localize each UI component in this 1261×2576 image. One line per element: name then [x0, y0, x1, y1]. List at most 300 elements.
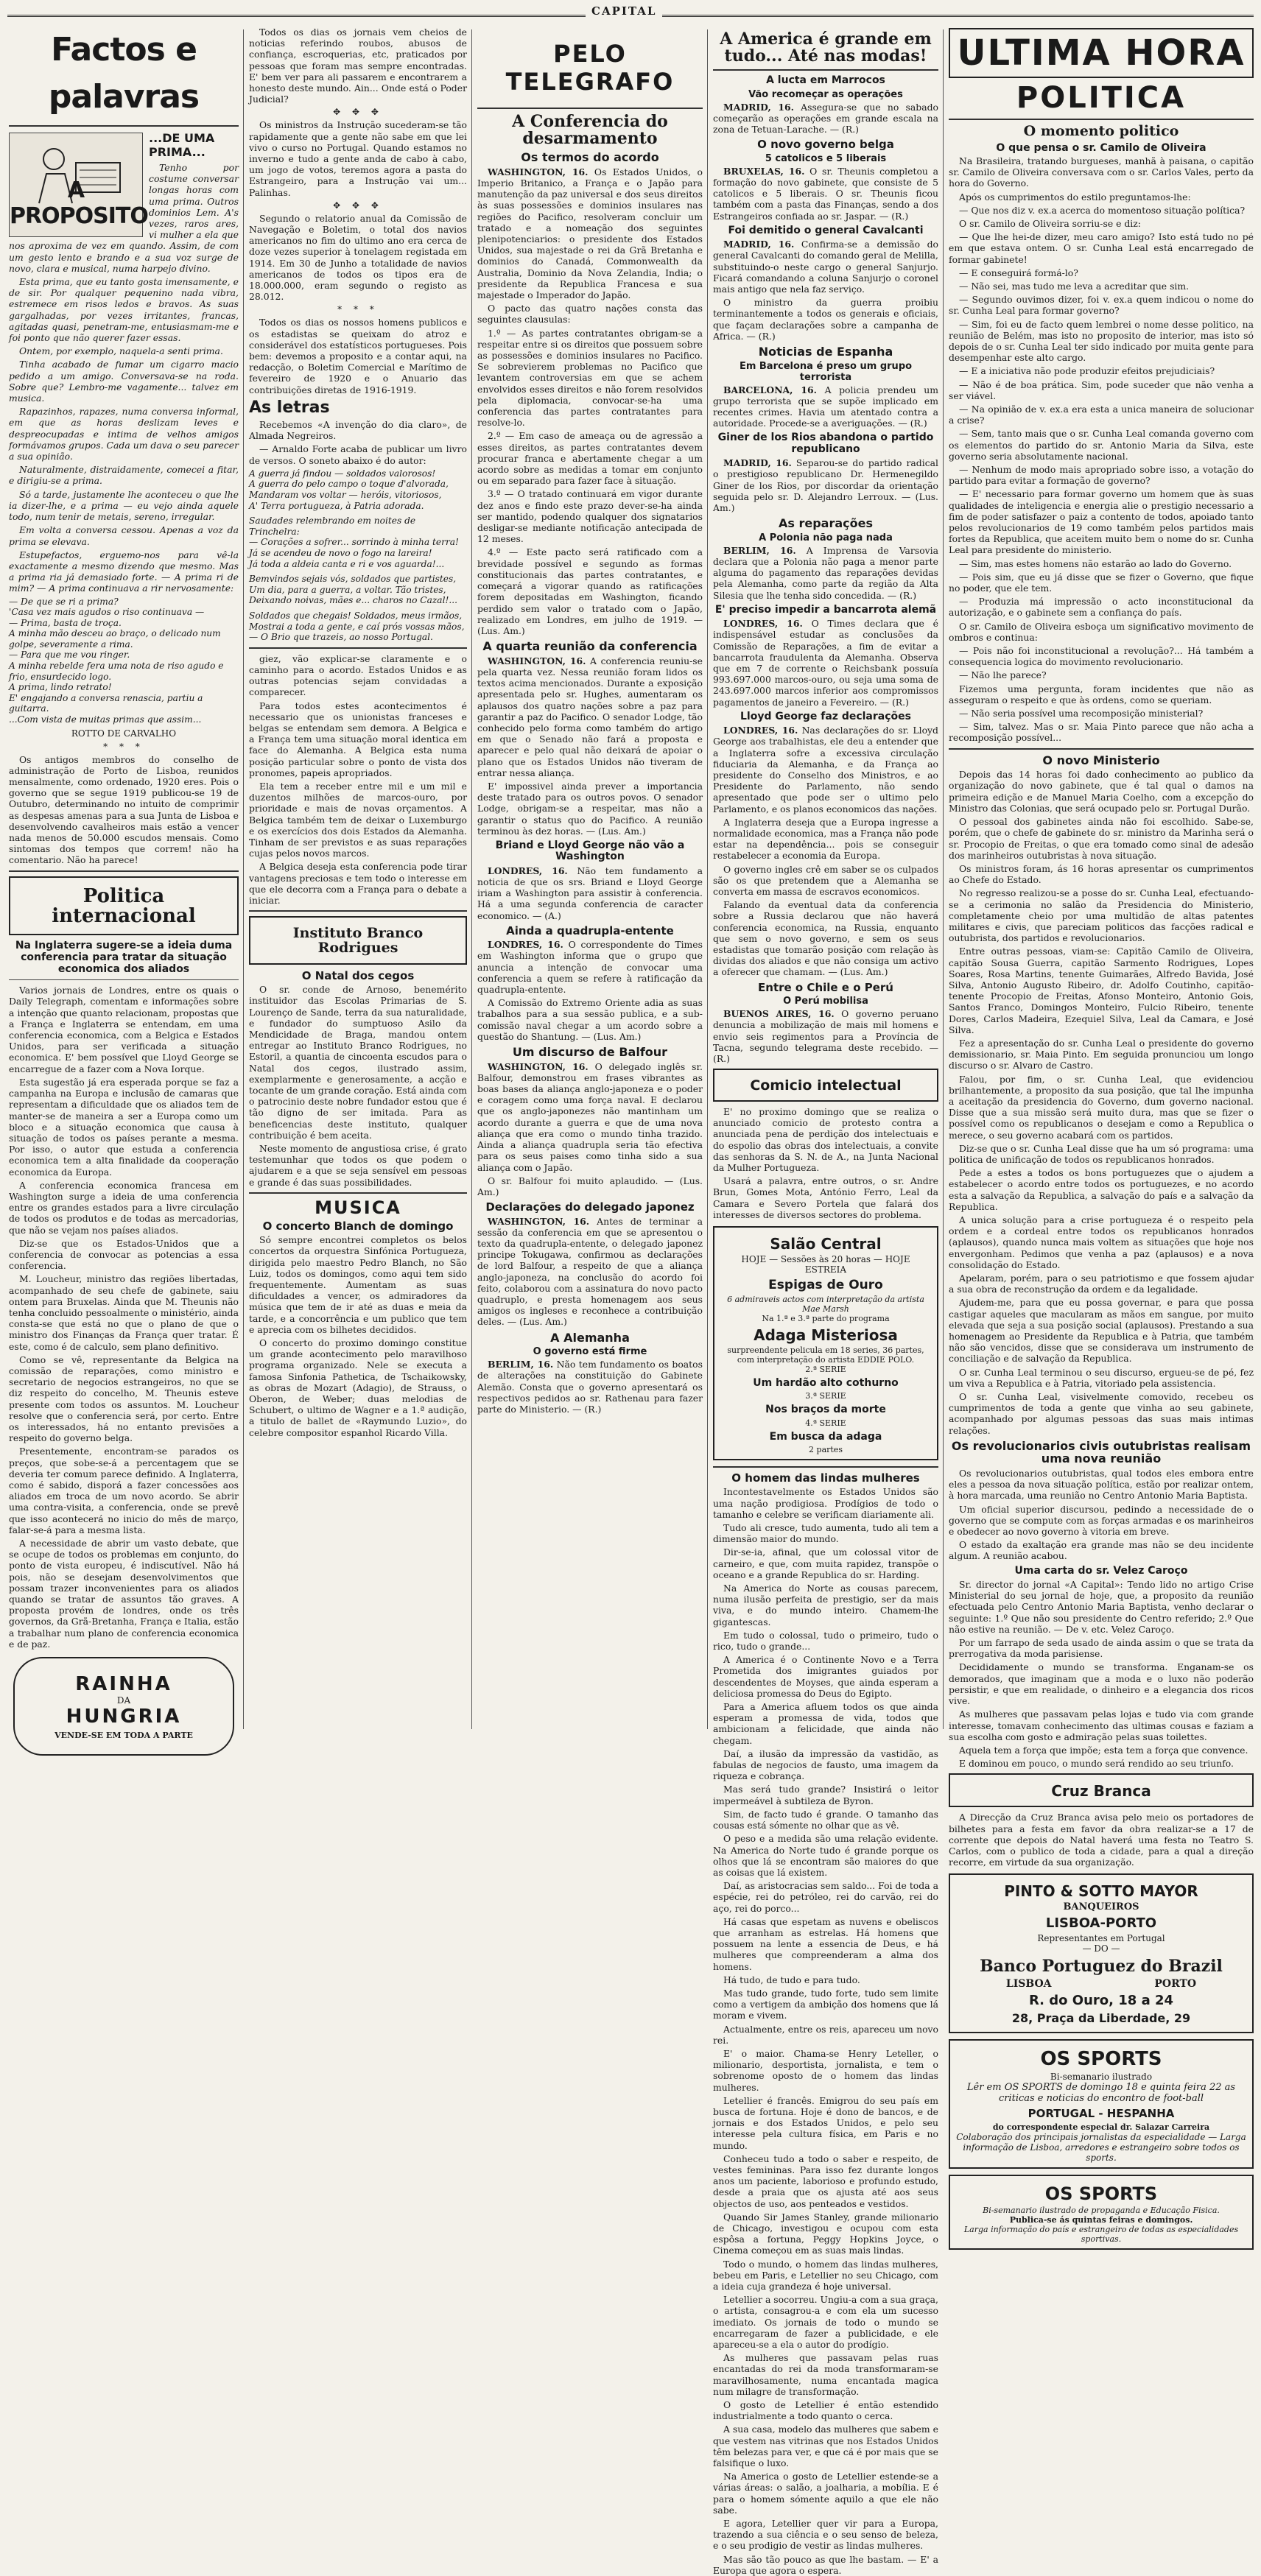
- espanha-subtitle: Em Barcelona é preso um grupo terrorista: [739, 360, 913, 383]
- pinto-cities: LISBOA-PORTO: [1045, 1915, 1157, 1932]
- article-paragraph: Os ministros foram, ás 16 horas apresentar os cumprimentos ao Chefe do Estado.: [949, 862, 1254, 886]
- sports2-info: Larga informação do país e estrangeiro de todas as especialidades sportivas.: [963, 2225, 1239, 2245]
- instituto-subtitle: O Natal dos cegos: [301, 969, 415, 983]
- verse-line: A guerra já findou — soldados valorosos!: [249, 468, 436, 479]
- article-paragraph: Ajudem-me, para que eu possa governar, e para que possa castigar aqueles que macularam as mãos em sangue, por muito elevada que seja a sua posição social (aplausos). Prestando a sua homenagem ao Presidente da Republica e à Patria, que também não são vencidos, disse que se considerava um instrumento de conciliação e de salvação da Republica.: [949, 1297, 1254, 1365]
- article-paragraph: O peso e a medida são uma relação evidente. Na America do Norte tudo é grande porque os olhos que lá se encontram são maiores do que as coisas que lá existem.: [713, 1833, 938, 1878]
- article-text: O governo peruano denuncia a mobilização de mais mil homens e envio seis regimentos para a Província de Tacna, segundo telegrama deste recebido. — (R.): [713, 1008, 938, 1064]
- article-paragraph: [713, 102, 938, 136]
- column-3: [477, 27, 703, 1728]
- article-paragraph: O pacto das quatro nações consta das seguintes clausulas:: [477, 303, 703, 325]
- rainha-caption: VENDE-SE EM TODA A PARTE: [55, 1730, 193, 1740]
- article-text: A conferencia reuniu-se pela quarta vez. Nessa reunião foram lidos os textos acima mencionados. Durante a exposição apresentada pelo sr. Hughes, aumentaram os aplausos dos quatro nações sobre a paz para garantir a paz do Pacifico. O senador Lodge, tão conhecido pelo forma como também do artigo em que o Senado não fará a proposta e aparecer e pelo qual não deixará de apoiar o plano que os Estados Unidos não tiveram de entrar nessa aliança.: [477, 655, 703, 778]
- sports-collab: Colaboração dos principais jornalistas da especialidade — Larga informação de Lisboa, arredores e estrangeiro sobre todos os sports.: [956, 2131, 1246, 2163]
- musica-heading: MUSICA: [315, 1197, 401, 1218]
- dialogue-line: A prima, lindo retrato!: [9, 682, 112, 693]
- article-paragraph: Mas são tão pouco as que lhe bastam. — E' a Europa que agora o espera.: [713, 2553, 938, 2576]
- article-paragraph: O sr. Cunha Leal, visivelmente comovido, recebeu os cumprimentos de toda a gente que vinha ao seu gabinete, acompanhado por algumas pessoas das suas mais intimas relações.: [949, 1391, 1254, 1436]
- column-divider: [707, 29, 708, 1729]
- article-paragraph: O sr. conde de Arnoso, benemérito instituidor das Escolas Primarias de S. Lourenço de Sande, terra da sua naturalidade, e fundador do sumptuoso Asilo da Mendicidade de Braga, mandou ontem entregar ao Instituto Branco Rodrigues, no Estoril, a quantia de cincoenta escudos para o Natal dos cegos, ilustrado assim, exemplarmente e generosamente, a acção e tocante de um grande coração. Está ainda com o patrocinio deste nobre fundador estou que é tão digno de ser imitada. Para as beneficencias deste instituto, qualquer contribuição é bem aceita.: [249, 984, 467, 1141]
- interview-line: — Segundo ouvimos dizer, foi v. ex.a quem indicou o nome do sr. Cunha Leal para formar governo?: [949, 294, 1254, 317]
- article-paragraph: A Inglaterra deseja que a Europa ingresse a normalidade economica, mas a França não pode estar na dependência... pois se conseguir restabelecer a economia da Europa.: [713, 816, 938, 862]
- article-paragraph: E' o maior. Chama-se Henry Leteller, o milionario, desportista, jornalista, e tem o sobrenome oposto de o homem das lindas mulheres.: [713, 2047, 938, 2093]
- article-paragraph: Tudo ali cresce, tudo aumenta, tudo ali tem a dimensão maior do mundo.: [713, 1522, 938, 1545]
- quarta-title: A quarta reunião da conferencia: [482, 639, 698, 654]
- article-paragraph: Na Brasileira, tratando burgueses, manhã à paisana, o capitão sr. Camilo de Oliveira conversava com o sr. Carlos Vales, perto da hora do Governo.: [949, 155, 1254, 189]
- divider: [477, 108, 703, 109]
- article-paragraph: Por um farrapo de seda usado de ainda assim o que se trata da prerrogativa da moda parisiense.: [949, 1637, 1254, 1660]
- de-uma-prima-heading: ...DE UMA PRIMA...: [149, 131, 215, 159]
- dateline: LONDRES, 16.: [488, 865, 568, 876]
- interview-line: O sr. Camilo de Oliveira sorriu-se e diz:: [959, 217, 1141, 229]
- declaracoes-title: Declarações do delegado japonez: [485, 1200, 695, 1214]
- dateline: WASHINGTON, 16.: [488, 1060, 589, 1072]
- belga-subtitle: 5 catolicos e 5 liberais: [765, 152, 887, 164]
- dateline: LONDRES, 16.: [488, 939, 563, 951]
- as-letras-heading: As letras: [249, 398, 330, 417]
- dialogue-line: E' engajando a conversa renascia, partiu a guitarra.: [9, 692, 203, 714]
- sports-body: Lêr em OS SPORTS de domingo 18 e quinta feira 22 as criticas e noticias do encontro de foot-ball: [966, 2082, 1236, 2105]
- article-paragraph: O sr. Cunha Leal terminou o seu discurso, ergueu-se de pé, fez um viva a Republica e à Patria, vitoriado pela assistencia.: [949, 1366, 1254, 1389]
- interview-line: — Produzia má impressão o acto inconstitucional da autorização, e o gabinete sem a confiança do país.: [949, 596, 1254, 619]
- chile-title: Entre o Chile e o Perú: [758, 980, 893, 994]
- article-paragraph: E' impossivel ainda prever a importancia deste tratado para os outros povos. O senador Lodge, obrigam-se a respeitar, mas não a garantir o status quo do Pacifico. A reunião terminou às dez horas. — (Lus. Am.): [477, 780, 703, 837]
- section-separator: ✥ ✥ ✥: [333, 107, 383, 118]
- article-paragraph: [713, 239, 938, 295]
- article-paragraph: As mulheres que passavam pelas ruas encantadas do rei da moda transformaram-se maravilhosamente, numa encantada magica num milagre de transformação.: [713, 2352, 938, 2397]
- article-paragraph: Decididamente o mundo se transforma. Enganam-se os demorados, que imaginam que a moda e o luxo não poderão persistir, e que em realidade, o dinheiro e a elegancia dos ricos vive.: [949, 1661, 1254, 1707]
- interview-line: — Que lhe hei-de dizer, meu caro amigo? Isto está tudo no pé em que estava ontem. O sr. Cunha Leal está encarregado de formar gabinete!: [949, 231, 1254, 265]
- pinto-branch-cities: [955, 1978, 1248, 1990]
- divider: [9, 870, 239, 872]
- article-text: Não tem fundamento os boatos de alterações na constituição do Gabinete Alemão. Consta que o governo apresentará os respectivos pedidos ao sr. Rathenau para fazer parte do Ministerio. — (R.): [477, 1359, 703, 1415]
- pinto-sotto-mayor-advertisement: [949, 1873, 1254, 2033]
- series-title: Nos braços da morte: [765, 1404, 886, 1416]
- article-paragraph: Sr. director do jornal «A Capital»: Tendo lido no artigo Crise Ministerial do seu jornal de hoje, que, a proposito da reunião efectuada pelo Centro Antonio Maria Baptista, venho declarar o seguinte: 1.º Que não sou presidente do Centro referido; 2.º Que não estive na reunião. — De v. etc. Velez Caroço.: [949, 1579, 1254, 1635]
- article-paragraph: A Belgica deseja esta conferencia pode tirar vantagens preciosas e tem todo o interesse em que ele decorra com a França para o debate a iniciar.: [249, 861, 467, 907]
- rainha-top: RAINHA: [75, 1672, 172, 1695]
- verse-line: Mostrai a toda a gente, e caí prós vossas mãos,: [249, 621, 465, 632]
- article-paragraph: Tinha acabado de fumar um cigarro macio pedido a um amigo. Conversava-se na roda. Sobre que? Lembro-me vagamente... talvez em musica.: [9, 359, 239, 404]
- verse-line: — Corações a sofrer... sorrindo à minha terra!: [249, 537, 459, 548]
- article-paragraph: — Arnaldo Forte acaba de publicar um livro de versos. O soneto abaixo é do autor:: [249, 443, 467, 466]
- pinto-do: — DO —: [1082, 1943, 1120, 1954]
- article-text: Nas declarações do sr. Lloyd George aos trabalhistas, ele deu a entender que a Inglaterra sofre a excessiva circulação fiduciaria da Alemanha, e da França ao presidente do Conselho dos Ministros, e ao Presidente do Parlamento, não sendo apresentado que pode ser o ultimo pelo Parlamento, e os planos economicos das nações.: [713, 725, 938, 814]
- article-text: O correspondente do Times em Washington informa que o grupo que anuncia a intenção de convocar uma conferencia a quem se refere à ratificação da quadrupla-entente.: [477, 939, 703, 996]
- sonnet: [249, 468, 467, 643]
- article-paragraph: [713, 166, 938, 222]
- article-paragraph: Só a tarde, justamente lhe aconteceu o que lhe ia dizer-lhe, e a prima — eu vejo ainda aquele todo, num tenir de metais, sereno, irregular.: [9, 488, 239, 523]
- pinto-rep: Representantes em Portugal: [1037, 1933, 1165, 1944]
- article-paragraph: [477, 1216, 703, 1328]
- article-paragraph: O estado da exaltação era grande mas não se deu incidente algum. A reunião acabou.: [949, 1539, 1254, 1562]
- sports2-pub: Publica-se ás quintas feiras e domingos.: [1009, 2215, 1193, 2225]
- article-paragraph: M. Loucheur, ministro das regiões libertadas, acompanhado de seu chefe de gabinete, saiu ontem para Bruxelas. Ainda que M. Theunis não tenha concluido pessoalmente o ministério, ainda consta-se que está no que o plano de que o ministro dos Finanças da França quer tratar. É este, como é de calculo, sem plano definitivo.: [9, 1273, 239, 1352]
- verse-line: A guerra do pelo campo o toque d'alvorada,: [249, 479, 449, 490]
- article-paragraph: Usará a palavra, entre outros, o sr. Andre Brun, Gomes Mota, António Ferro, Leal da Camara e Severo Portela que falará dos interesses de diversos sectores do problema.: [713, 1175, 938, 1220]
- article-paragraph: Após os cumprimentos do estilo preguntamos-lhe:: [959, 191, 1191, 203]
- divider: [249, 910, 467, 912]
- divider: [713, 69, 938, 71]
- article-paragraph: O concerto do proximo domingo constitue um grande acontecimento pelo maravilhoso programa organizado. Nele se executa a famosa Sinfonia Pathetica, de Tschaikowsky, as obras de Mozart (Adagio), de Strauss, o Oberon, de Weber; duas melodias de Schubert, o ultimo de Wagner e a 1.ª audição, a titulo de ballet de «Raymundo Luzio», do celebre compositor espanhol Ricardo Villa.: [249, 1337, 467, 1438]
- article-paragraph: [477, 939, 703, 995]
- espanha-title: Noticias de Espanha: [758, 344, 893, 359]
- article-paragraph: Diz-se que os Estados-Unidos que a conferencia de convocar as potencias a essa conferencia.: [9, 1237, 239, 1272]
- revolucionarios-title: Os revolucionarios civis outubristas realisam uma nova reunião: [951, 1438, 1251, 1466]
- article-paragraph: Mas será tudo grande? Insistirá o leitor impermeável à subtileza de Byron.: [713, 1784, 938, 1806]
- carta-title: Uma carta do sr. Velez Caroço: [1014, 1564, 1188, 1577]
- article-paragraph: A necessidade de abrir um vasto debate, que se ocupe de todos os problemas em conjunto, do ponto de vista europeu, é indiscutível. Não há pois, não se desejam desenvolvimentos que possam trazer inconvenientes para os aliados quando se tratar de assuntos tão graves. A proposta provém de londres, onde os três governos, da Grã-Bretanha, França e Italia, estão a trabalhar num plano de conferencia economica e de paz.: [9, 1538, 239, 1650]
- os-sports-second-advertisement: [949, 2175, 1254, 2250]
- sports-corr: do correspondente especial dr. Salazar Carreira: [992, 2122, 1210, 2132]
- article-paragraph: No regresso realizou-se a posse do sr. Cunha Leal, efectuando-se a cerimonia no salão da Presidencia do Ministerio, completamente cheio por uma multidão de altas patentes militares e civis, que pareciam politicos das facções radical e outubrista, dos partidos e revolucionarios.: [949, 887, 1254, 944]
- article-paragraph: Ontem, por exemplo, naquela-a senti prima.: [19, 345, 223, 357]
- article-paragraph: Esta prima, que eu tanto gosta imensamente, e de sir. Por qualquer pequenino nada vibra, estremece em risos ledos e bravos. As suas gargalhadas, por vezes irritantes, francas, agitadas quasi, penetram-me, entusiasmam-me e foi ponto que não querer fazer essas.: [9, 276, 239, 344]
- pinto-porto: PORTO: [1154, 1978, 1197, 1991]
- article-paragraph: Conheceu tudo a todo o saber e respeito, de vestes femininas. Para isso fez durante longos anos um paciente, laborioso e profundo estudo, desde a praia que os ajusta até aos seus objectos de uso, aos penteados e vestidos.: [713, 2153, 938, 2209]
- adaga-title: Adaga Misteriosa: [754, 1326, 898, 1344]
- article-paragraph: O gosto de Letellier é então estendido industrialmente a todo quanto o cerca.: [713, 2399, 938, 2422]
- section-separator: * * *: [337, 304, 379, 315]
- article-paragraph: Falou, por fim, o sr. Cunha Leal, que evidenciou brilhantemente, a proposito da sua posição, que tal lhe impunha a aceitação da presidencia do Governo, dum governo nacional. Disse que a sua missão será muito dura, mas que se fizer o possível como os republicanos o desejam e como a Republica o merece, o seu governo acabará com os partidos.: [949, 1073, 1254, 1141]
- article-paragraph: O sr. Balfour foi muito aplaudido. — (Lus. Am.): [477, 1175, 703, 1197]
- article-paragraph: Aquela tem a força que impõe; esta tem a força que convence.: [959, 1744, 1248, 1756]
- article-paragraph: Letellier a socorreu. Ungiu-a com a sua graça, o artista, consagrou-a e com ela um sucesso imediato. Os jornais de todo o mundo se encarregaram de fazer a publicidade, e ele apareceu-se a ela o autor do prodígio.: [713, 2294, 938, 2351]
- article-paragraph: Fez a apresentação do sr. Cunha Leal o presidente do governo demissionario, sr. Maia Pinto. Em seguida pronunciou um longo discurso o sr. Alvaro de Castro.: [949, 1037, 1254, 1071]
- article-paragraph: E dominou em pouco, o mundo será rendido ao seu triunfo.: [959, 1758, 1234, 1770]
- article-paragraph: Há casas que espetam as nuvens e obeliscos que arranham as estrelas. Há homens que possuem na lente a essencia de Deus, e há mulheres que compreenderam a alma dos homens.: [713, 1915, 938, 1972]
- verse-line: Já toda a aldeia canta e ri e vos aguarda!...: [249, 558, 445, 569]
- article-paragraph: Falando da eventual data da conferencia sobre a Russia declarou que não haverá conferencia economica, na Russia, enquanto que sem o novo governo, e sem os seus estadistas que tomarão posição com relação às dividas dos aliados e que não consiga um activo a oferecer que chamam. — (Lus. Am.): [713, 899, 938, 978]
- article-paragraph: 3.º — O tratado continuará em vigor durante dez anos e findo este prazo dever-se-ha ainda ser mantido, podendo qualquer dos signatarios desligar-se mediante notificação antecipada de 12 meses.: [477, 488, 703, 545]
- interview-line: — Sem, tanto mais que o sr. Cunha Leal comanda governo com os elementos do partido do sr. Antonio Maria da Silva, este governo seria absolutamente nacional.: [949, 428, 1254, 462]
- sports2-sub: Bi-semanario ilustrado de propaganda e Educação Fisica.: [983, 2206, 1220, 2216]
- interview-line: O sr. Camilo de Oliveira esboça um significativo movimento de ombros e continua:: [949, 620, 1254, 643]
- series-label: 2.ª SERIE: [805, 1364, 846, 1374]
- article-paragraph: Um oficial superior discursou, pedindo a necessidade de o governo que se compute com as forças armadas e os marinheiros e obedecer ao novo governo à vitoria em breve.: [949, 1503, 1254, 1538]
- dialogue-line: 'Casa vez mais agudos o riso continuava —: [9, 607, 205, 618]
- pinto-address-lisboa: R. do Ouro, 18 a 24: [1028, 1993, 1174, 2009]
- article-paragraph: Todo o mundo, o homem das lindas mulheres, bebeu em Paris, e Letellier no seu Chicago, com a ideia cuja grandeza é hoje universal.: [713, 2258, 938, 2292]
- article-paragraph: Rapazinhos, rapazes, numa conversa informal, em que as horas deslizam leves e despreocupadas e intima de velhos amigos formávamos grupos. Cada um dava o seu parecer a sua opinião.: [9, 406, 239, 462]
- article-paragraph: Quando Sir James Stanley, grande milionario de Chicago, investigou e ocupou com esta espôsa a fortuna, Peggy Hopkins Joyce, o Cinema começou em as suas mais lindas.: [713, 2211, 938, 2256]
- verse-line: A' Terra portugueza, à Patria adorada.: [249, 500, 424, 511]
- divider: [9, 125, 239, 127]
- article-paragraph: Em volta a conversa cessou. Apenas a voz da prima se elevava.: [9, 524, 239, 547]
- series-parts: 2 partes: [809, 1444, 843, 1454]
- article-paragraph: O ministro da guerra proibiu terminantemente a todos os generais e oficiais, que façam declarações sobre a campanha de Africa. — (R.): [713, 297, 938, 342]
- quadrupla-title: Ainda a quadrupla-entente: [506, 923, 674, 937]
- pelo-telegrafo-masthead: PELO TELEGRAFO: [505, 40, 675, 96]
- interview-line: — Pois não foi inconstitucional a revolução?... Há também a consequencia logica do movimento revolucionario.: [949, 645, 1254, 668]
- column-divider: [243, 29, 244, 1729]
- dateline: BRUXELAS, 16.: [723, 165, 805, 177]
- giner-title: Giner de los Rios abandona o partido republicano: [717, 432, 934, 455]
- article-paragraph: Varios jornais de Londres, entre os quais o Daily Telegraph, comentam e informações sobre a intenção que quanto relacionam, propostas que a França e Inglaterra se entendam, em uma conferencia economica, com a Belgica e Estados Unidos, para ser verificada a situação economica. E' bem possível que Lloyd George se encarregue de a fazer com a Nova Iorque.: [9, 985, 239, 1074]
- series-label: 3.ª SERIE: [805, 1391, 846, 1401]
- verse-line: Saudades relembrando em noites de Trinchelra:: [249, 515, 416, 537]
- dateline: LONDRES, 16.: [723, 725, 798, 736]
- dialogue-line: — Para que me vou ringer.: [9, 650, 130, 661]
- article-paragraph: Para todos estes acontecimentos é necessario que os unionistas franceses e belgas se entendam sem demora. A Belgica e a França tem uma situação moral identica em face do Alemanha. A Belgica esta numa posição particular sobre o ponto de vista dos pronomes, papeis apropriados.: [249, 700, 467, 778]
- dateline: WASHINGTON, 16.: [488, 655, 586, 666]
- article-paragraph: [713, 545, 938, 601]
- article-paragraph: [713, 1008, 938, 1064]
- page-header: [0, 0, 1261, 27]
- dialogue-line: A minha mão desceu ao braço, o delicado num golpe, severamente a rima.: [9, 628, 221, 650]
- article-paragraph: Há tudo, de tudo e para tudo.: [723, 1974, 860, 1985]
- newspaper-name: CAPITAL: [586, 4, 662, 18]
- article-paragraph: Recebemos «A invenção do dia claro», de Almada Negreiros.: [249, 419, 467, 442]
- rainha-mid: DA: [116, 1695, 131, 1706]
- musica-subtitle: O concerto Blanch de domingo: [262, 1220, 454, 1234]
- article-text: O Times declara que é indispensável estudar as conclusões da Comissão de Reparações, a fim de evitar a bancarrota fraudulenta da Alemanha. Observa que em 7 de corrente o Reichsbank possuía 993.697.000 marcos-ouro, ou seja uma soma de 243.697.000 marcos inferior aos compromissos pagamentos de janeiro a Fevereiro. — (R.): [713, 618, 938, 708]
- verse-line: Um dia, para a guerra, a voltar. Tão tristes,: [249, 584, 446, 595]
- pinto-banco: Banco Portuguez do Brazil: [980, 1957, 1223, 1977]
- column-divider: [471, 29, 472, 1729]
- article-paragraph: Naturalmente, distraidamente, comecei a fitar, e dirigiu-se a prima.: [9, 464, 239, 487]
- article-text: O delegado inglês sr. Balfour, demonstrou em frases vibrantes as boas bases da aliança anglo-japoneza e o poder e coragem como uma força naval. E declarou que os anglo-japonezes não mantinham um acordo durante a guerra e que de uma nova aliança que era como o mundo tinha trazido. Ainda a aliança quadrupla seria tão efectiva para os seus paises como tinha sido a sua aliança com o Japão.: [477, 1060, 703, 1173]
- article-paragraph: giez, vão explicar-se claramente e o caminho para o acordo. Estados Unidos e as outras potencias sejam convidadas a comparecer.: [249, 652, 467, 698]
- article-paragraph: [477, 166, 703, 300]
- article-paragraph: [713, 457, 938, 513]
- verse-line: Bemvindos sejais vós, soldados que partistes,: [249, 574, 457, 585]
- interview-line: — Não sei, mas tudo me leva a acreditar que sim.: [959, 280, 1190, 292]
- article-text: Não tem fundamento a noticia de que os srs. Briand e Lloyd George iriam a Washington para assistir à conferencia. Há a uma segunda conferencia de caracter economico. — (A.): [477, 865, 703, 921]
- article-text: Confirma-se a demissão do general Cavalcanti do comando geral de Melilla, substituindo-o neste cargo o general Sanjurjo. Ficará comandando a coluna Sanjurjo o coronel mais antigo que nela faz serviço.: [713, 239, 938, 295]
- divider: [949, 748, 1254, 750]
- politica-internacional-heading-box: [9, 876, 239, 936]
- article-paragraph: Sim, de facto tudo é grande. O tamanho das cousas está sómente no olhar que as vê.: [713, 1808, 938, 1831]
- section-separator: * * *: [103, 741, 144, 752]
- a-proposito-label: A PROPOSITO: [10, 177, 148, 229]
- article-paragraph: E' no proximo domingo que se realiza o anunciado comicio de protesto contra a anunciada pena de perdição dos intelectuais e do espolio das obras dos intelectuais, a convite das senhoras da S. N. de A., na Junta Nacional da Mulher Portugueza.: [713, 1106, 938, 1174]
- interview-line: — Não seria possível uma recomposição ministerial?: [959, 708, 1204, 719]
- adaga-sub: surpreendente pelicula em 18 series, 36 partes, com interpretação do artista EDDIE POLO.: [727, 1345, 924, 1365]
- article-paragraph: Pede a estes a todos os bons portuguezes que o ajudem a estabelecer o acordo entre todos os portuguezes, e no acordo esta a salvação da Republica, a salvação do país e a salvação da Republica.: [949, 1167, 1254, 1212]
- article-paragraph: Ela tem a receber entre mil e um mil e duzentos milhões de marcos-ouro, por prioridade e mais de novas orçamentos. A Belgica também tem de deixar o Luxemburgo e os exercícios dos dois Estados da Alemanha. Tinham de ser previstos e as suas reparações cujas pelos novos marcos.: [249, 781, 467, 859]
- article-paragraph: [713, 725, 938, 814]
- lucta-subtitle: Vão recomeçar as operações: [748, 88, 903, 100]
- article-text: A Imprensa de Varsovia declara que a Polonia não paga a menor parte alguma do pagamento das reparações devidas pela Alemanha, como parte da região da Alta Silesia que lhe tenha sido concedida. — (R.): [713, 544, 938, 601]
- salao-program: Na 1.ª e 3.ª parte do programa: [762, 1313, 890, 1323]
- article-text: O sr. Theunis completou a formação do novo gabinete, que consiste de 5 catolicos e 5 liberais. O sr. Theunis ficou também com a pasta das Finanças, sendo a dos Estrangeiros confiada ao sr. Jaspar. — (R.): [713, 165, 938, 222]
- column-1: [9, 27, 239, 1740]
- cruz-branca-title: Cruz Branca: [1051, 1782, 1151, 1801]
- sports-title: OS SPORTS: [1040, 2047, 1162, 2070]
- dialogue-line: — De que se ri a prima?: [9, 596, 119, 607]
- sports-sub: Bi-semanario ilustrado: [1050, 2072, 1153, 2083]
- article-paragraph: A conferencia economica francesa em Washington surge a ideia de uma conferencia entre os grandes estados para a livre circulação de todos os produtos e de todas as mercadorias, que não se vejam nos países aliados.: [9, 1179, 239, 1236]
- verse-line: Soldados que chegais! Soldados, meus irmãos,: [249, 610, 463, 622]
- os-sports-advertisement: [949, 2039, 1254, 2169]
- dateline: BARCELONA, 16.: [723, 384, 817, 395]
- article-paragraph: Estupefactos, erguemo-nos para vê-la exactamente a mesmo dizendo que mesmo. Mas a prima ria já demasiado forte. — A prima ri de mim? — A prima continuava a rir nervosamente:: [9, 549, 239, 594]
- pinto-title: PINTO & SOTTO MAYOR: [1004, 1882, 1198, 1901]
- section-separator: ✥ ✥ ✥: [333, 200, 383, 211]
- article-paragraph: Letellier é francês. Emigrou do seu país em busca de fortuna. Hoje é dono de bancos, e de jornais e dos Estados Unidos, e pelo seu interesse pela cultura física, em Paris e no mundo.: [713, 2094, 938, 2151]
- termos-title: Os termos do acordo: [521, 150, 659, 165]
- article-paragraph: Incontestavelmente os Estados Unidos são uma nação prodigiosa. Prodígios de todo o tamanho e celebre se verificam diariamente ali.: [713, 1486, 938, 1520]
- article-paragraph: O pessoal dos gabinetes ainda não foi escolhido. Sabe-se, porém, que o chefe de gabinete do sr. ministro da Marinha será o sr. Procopio de Freitas, o que era tomado como sinal de adesão dos marinheiros outubristas à nova situação.: [949, 816, 1254, 861]
- article-paragraph: [477, 865, 703, 921]
- belga-title: O novo governo belga: [757, 138, 894, 152]
- article-paragraph: Todos os dias os nossos homens publicos e os estadistas se queixam do atroz e considerável dos estatísticos portugueses. Pois bem: devemos a proposito e a contar aqui, na redacção, o Boletim Comercial e Marítimo de fevereiro de 1920 e o Anuario das contribuições diretas de 1916-1919.: [249, 317, 467, 395]
- verse-line: Já se acendeu de novo o fogo na lareira!: [249, 548, 432, 559]
- homem-title: O homem das lindas mulheres: [731, 1471, 920, 1485]
- verse-line: Mandaram vos voltar — heróis, vitoriosos,: [249, 490, 442, 501]
- article-paragraph: Na America o gosto de Letellier estende-se a várias áreas: o salão, a joalharia, a mobília. E é para o homem sómente aquilo a que ele não sabe.: [713, 2471, 938, 2516]
- article-paragraph: A sua casa, modelo das mulheres que sabem e que vestem nas vitrinas que nos Estados Unidos têm belezas para ver, e que cá é por mais que se falsifique o luxo.: [713, 2424, 938, 2469]
- salao-central-advertisement: [713, 1226, 938, 1460]
- article-paragraph: 2.º — Em caso de ameaça ou de agressão a esses direitos, as partes contratantes devem procurar franca e abertamente chegar a um acordo sobre as medidas a tomar em conjunto ou em separado para fazer face à situação.: [477, 430, 703, 487]
- article-paragraph: Actualmente, entre os reis, apareceu um novo rei.: [713, 2023, 938, 2046]
- verse-line: Deixando noivas, mães e... charos no Cazal!...: [249, 595, 457, 606]
- dialogue-line: A minha rebelde fera uma nota de riso agudo e frio, ensurdecido logo.: [9, 661, 224, 682]
- balfour-title: Um discurso de Balfour: [512, 1045, 668, 1060]
- pinto-sub: BANQUEIROS: [1063, 1901, 1139, 1913]
- article-paragraph: [477, 1061, 703, 1173]
- article-paragraph: Em tudo o colossal, tudo o primeiro, tudo o rico, tudo o grande...: [713, 1629, 938, 1653]
- article-paragraph: Só sempre encontrei completos os belos concertos da orquestra Sinfónica Portugueza, dirigida pelo maestro Pedro Blanch, no São Luiz, todos os domingos, como aqui tem sido frequentemente. Aumentam as suas dificuldades a vencer, os admiradores da música que tem de ir até as duas e meia da tarde, e a concorrência e um publico que tem e aprecia com os bilhetes decididos.: [249, 1234, 467, 1335]
- article-paragraph: Diz-se que o sr. Cunha Leal disse que ha um só programa: uma politica de unificação de todos os republicanos honrados.: [949, 1142, 1254, 1165]
- article-paragraph: Dir-se-ia, afinal, que um colossal vitor de carneiro, e que, com muita rapidez, transpõe o oceano e a grande Republica do sr. Harding.: [713, 1546, 938, 1580]
- interview-line: — Que nos diz v. ex.a acerca do momentoso situação política?: [959, 204, 1246, 216]
- article-paragraph: A Comissão do Extremo Oriente adia as suas trabalhos para a sua sessão publica, e a sub-comissão naval chegar a um acordo sobre a questão do Shantung. — (Lus. Am.): [477, 997, 703, 1042]
- dateline: BUENOS AIRES, 16.: [723, 1008, 835, 1020]
- conferencia-title: A Conferencia do desarmamento: [512, 112, 668, 149]
- sports2-title: OS SPORTS: [1044, 2183, 1158, 2204]
- column-5: [949, 27, 1254, 2245]
- politica-masthead: POLITICA: [1016, 81, 1187, 115]
- article-paragraph: [477, 1359, 703, 1415]
- divider: [9, 979, 239, 980]
- divider: [249, 647, 467, 649]
- dateline: WASHINGTON, 16.: [488, 1215, 590, 1227]
- dateline: MADRID, 16.: [723, 457, 792, 469]
- interview-line: — Nenhum de modo mais apropriado sobre isso, a votação do partido para evitar a formação de governo?: [949, 464, 1254, 487]
- pinto-lisboa: LISBOA: [1005, 1978, 1052, 1991]
- alemanha-subtitle: O governo está firme: [533, 1346, 647, 1358]
- article-paragraph: O governo ingles crê em saber se os culpados são os que pretendem que a Alemanha se converta em massa de escravos economicos.: [713, 863, 938, 897]
- article-paragraph: Segundo o relatorio anual da Comissão de Navegação e Boletim, o total dos navios americanos no fim do ultimo ano era cerca de doze vezes superior à tonelagem registada em 1914. Em 30 de Junho a totalidade de navios americanos de todos os tipos era de 18.000.000, eram segundo o registo as 28.012.: [249, 212, 467, 303]
- article-paragraph: A Direcção da Cruz Branca avisa pelo meio os portadores de bilhetes para a festa em favor da obra realizar-se a 17 de corrente que depois do Natal haverá uma festa no Teatro S. Carlos, com o publico de toda a cidade, para a qual a direção recorre, em virtude da sua organização.: [949, 1812, 1254, 1868]
- article-paragraph: [477, 655, 703, 778]
- article-paragraph: Como se vê, representante da Belgica na comissão de reparações, como ministro e secretario de negocios estrangeiros, no que se diz respeito do concelho, M. Theunis esteve presente com todos os assuntos. M. Loucheur resolve que o conferencia será, por certo. Entre os interessados, há no entanto previsões a respeito do governo belga.: [9, 1354, 239, 1444]
- espigas-sub: 6 admiraveis actos com interpretação da artista Mae Marsh: [727, 1294, 924, 1314]
- article-text: Os Estados Unidos, o Imperio Britanico, a França e o Japão para manutenção da paz universal e dos seus direitos às suas possessões e dominios insulares nas regiões do Pacifico, resolveram concluir um tratado e a nomeação dos seguintes plenipotenciarios: o presidente dos Estados Unidos, sua majestade o rei da Grã Bretanha e dominios do Canadá, Commonwealth da Australia, Dominio da Nova Zelandia, India; o presidente da Republica Francesa e sua majestade o Imperador do Japão.: [477, 166, 703, 301]
- article-paragraph: Os ministros da Instrução sucederam-se tão rapidamente que a gente não sabe em que lei vivo o curso no Portugal. Quando estamos no inverno e tudo a gente anda de cabo à cabo, um jogo de votos, teremos agora a pasta do Estrangeiro, para a Instrução vai um... Palinhas.: [249, 119, 467, 198]
- dateline: MADRID, 16.: [723, 239, 795, 250]
- comicio-title: Comicio intelectual: [750, 1077, 902, 1094]
- instituto-title: Instituto Branco Rodrigues: [292, 925, 424, 957]
- article-text: Separou-se do partido radical o prestigioso republicano Dr. Hermenegildo Giner de los Rios, por discordar da orientação seguida pelo sr. D. Alejandro Lerroux. — (Lus. Am.): [713, 457, 938, 513]
- article-text: A policia prendeu um grupo terrorista que se supõe implicado em recentes crimes. Havia um atentado contra a autoridade. Procede-se a averiguações. — (R.): [713, 384, 938, 429]
- interview-line: — Pois sim, que eu já disse que se fizer o Governo, que fique no poder, que ele tem.: [949, 571, 1254, 594]
- salao-title: Salão Central: [770, 1235, 882, 1253]
- salao-session: HOJE — Sessões às 20 horas — HOJE: [741, 1254, 910, 1265]
- interview-line: — Não é de boa prática. Sim, pode suceder que não venha a ser viável.: [949, 379, 1254, 401]
- article-paragraph: A unica solução para a crise portugueza é o respeito pela ordem e a cordeal entre todos os republicanos honrados (aplausos), quando nunca mais voltem as situações que hoje nos envergonham. Pedimos que venha a paz (aplausos) e a nova consolidação do Estado.: [949, 1214, 1254, 1270]
- cruz-branca-heading-box: [949, 1773, 1254, 1807]
- dialogue-line: — Prima, basta de troça.: [9, 617, 122, 628]
- article-paragraph: Presentemente, encontram-se parados os preços, que sobe-se-á a percentagem que se deveria ter comum parece definido. A Inglaterra, como é sabido, disporá a fazer concessões aos aliados em troca de um novo acordo. Se abrir uma contra-visita, a conferencia, onde se prevê que isso acontecerá no inicio do mês de março, falar-se-á para a mesma lista.: [9, 1446, 239, 1535]
- comicio-heading-box: [713, 1069, 938, 1102]
- verse-line: — O Brio que trazeis, ao nosso Portugal.: [249, 632, 433, 643]
- politica-subtitle: Na Inglaterra sugere-se a ideia duma conferencia para tratar da situação economica dos aliados: [15, 940, 233, 976]
- interview-line: — Na opinião de v. ex.a era esta a unica maneira de solucionar a crise?: [949, 404, 1254, 426]
- instituto-heading-box: [249, 916, 467, 965]
- article-paragraph: Esta sugestão já era esperada porque se faz a campanha na Europa e inclusão de camaras que representam a dificuldade que os aliados tem de manter-se de maneira a ser a Europa como um bloco e a situação economica que causa à situação de todos os países perante a mesma. Por isso, o autor que estuda a conferencia economica tem a alta finalidade da cooperação economica da Europa.: [9, 1076, 239, 1178]
- dateline: MADRID, 16.: [723, 101, 794, 113]
- series-title: Um hardão alto cothurno: [753, 1376, 899, 1389]
- interview-line: — E a iniciativa não pode produzir efeitos prejudiciais?: [959, 365, 1215, 377]
- pinto-address-porto: 28, Praça da Liberdade, 29: [1011, 2011, 1191, 2026]
- article-paragraph: Daí, as aristocracias sem saldo... Foi de toda a espécie, rei do petróleo, rei do carvão, rei do aço, rei do porco...: [713, 1880, 938, 1914]
- divider: [713, 1466, 938, 1468]
- dialogue-lines: [9, 597, 239, 725]
- lucta-title: A lucta em Marrocos: [766, 74, 885, 87]
- article-paragraph: 1.º — As partes contratantes obrigam-se a respeitar entre si os direitos que possuem sobre as possessões e dominios insulares no Pacifico. Se sobrevierem problemas no Pacifico que levantem controversias em que se achem envolvidos esses direitos e não forem resolvidos pela diplomacia, convocar-se-ha uma conferencia das partes contratantes para resolve-lo.: [477, 327, 703, 429]
- dateline: WASHINGTON, 16.: [488, 166, 589, 177]
- column-2: [249, 27, 467, 1728]
- reparacoes-subtitle: A Polonia não paga nada: [759, 532, 893, 543]
- series-label: 4.ª SERIE: [805, 1418, 846, 1428]
- dateline: BERLIM, 16.: [488, 1359, 554, 1370]
- article-paragraph: Os revolucionarios outubristas, qual todos eles embora entre eles a pessoa da nova situação política, estão por realizar ontem, à hora marcada, uma reunião no Centro Antonio Maria Baptista.: [949, 1468, 1254, 1502]
- article-paragraph: Neste momento de angustiosa crise, é grato testemunhar que todos os que podem o ajudarem e a que se seja sensível em pessoas e grande é das suas possibilidades.: [249, 1142, 467, 1188]
- article-paragraph: Todos os dias os jornais vem cheios de noticias referindo roubos, abusos de confiança, escroquerias, etc, praticados por pessoas que foram mas sempre encontradas. E' bem ver para ali passarem e encontrarem a honesto deste mundo. Ain... Onde está o Poder Judicial?: [249, 27, 467, 105]
- article-paragraph: Os antigos membros do conselho de administração de Porto de Lisboa, reunidos mensalmente, como ordenado, 1920 eres. Pois o governo que se segue 1919 publicou-se 19 de Outubro, determinando no intuito de comprimir as despesas amenas para a sua Junta de Lisboa e desenvolvendo cavalheiros mais estão a vencer nada menos de 50.000 escudos mensais. Como sintomas dos tempos que correm! não ha comentario. Não ha parece!: [9, 753, 239, 866]
- interview-line: — Sim, mas estes homens não estarão ao lado do Governo.: [959, 557, 1232, 569]
- interview-line: — Não lhe parece?: [959, 669, 1047, 681]
- series-title: Em busca da adaga: [769, 1430, 882, 1443]
- reparacoes-title: As reparações: [778, 516, 873, 531]
- lloyd-title: Lloyd George faz declarações: [740, 710, 911, 722]
- article-text: Assegura-se que no sabado começarão as operações em grande escala na zona de Tetuan-Larache. — (R.): [713, 101, 938, 135]
- pensa-title: O que pensa o sr. Camilo de Oliveira: [996, 141, 1206, 154]
- article-paragraph: Entre outras pessoas, viam-se: Capitão Camilo de Oliveira, capitão Sousa Guerra, capitão Sarmento Rodrigues, Lopes Soares, Rosa Martins, tenente Guimarães, Alfredo Bavida, José Silva, Antonio Augusto Ribeiro, dr. Adolfo Coutinho, capitão-tenente Procopio de Freitas, Afonso Monteiro, Antonio Gois, Santos Franco, Domingos Monteiro, Fulcio Ribeiro, tenente Dores, Carlos Madeira, Ezequiel Silva, Leal da Camara, e José Silva.: [949, 946, 1254, 1035]
- factos-e-palavras-masthead: Factos e palavras: [48, 31, 200, 116]
- column-4: [713, 27, 938, 2576]
- ultima-hora-masthead: ULTIMA HORA: [949, 28, 1254, 78]
- interview-line: — E' necessario para formar governo um homem que às suas qualidades de inteligencia e energia alie o prestigio necessario a fim de poder satisfazer o paiz a contento de todos, apoiado tanto pelos revolucionarios de 19 como também pelos partidos mais fortes da Republica, que aceitem muito bem o nome do sr. Cunha Leal para presidente do ministerio.: [949, 488, 1254, 556]
- article-paragraph: Mas tudo grande, tudo forte, tudo sem limite como a vertigem da ambição dos homens que lá moram e vivem.: [713, 1987, 938, 2021]
- salao-estreia: ESTREIA: [804, 1264, 847, 1275]
- divider: [249, 1192, 467, 1194]
- interview-line: Fizemos uma pergunta, foram incidentes que não as asseguram o respeito e que às ordens, como se queriam.: [949, 683, 1254, 705]
- article-paragraph: Tenho por costume conversar longas horas com uma prima. Outros dominios Lem. A's vezes, raros ares, vi mulher a ela que nos aproxima de vez em quando. Assim, de com um gesto lento e brando e a sua voz surge de novo, clara e musical, numa harpejo divino.: [9, 162, 239, 274]
- divider: [949, 119, 1254, 120]
- rainha-bottom: HUNGRIA: [66, 1705, 182, 1728]
- interview-line: — Sim, talvez. Mas o sr. Maia Pinto parece que não acha a recomposição possível...: [949, 721, 1254, 744]
- a-proposito-illustration: [9, 133, 148, 237]
- article-paragraph: Apelaram, porém, para o seu patriotismo e que fossem ajudar a sua obra de reconstrução da ordem e da legalidade.: [949, 1273, 1254, 1295]
- article-paragraph: 4.º — Este pacto será ratificado com a brevidade possível e segundo as formas constitucionais das partes contratantes, e começará a vigorar quando as ratificações forem depositadas em Washington, ficando perdido sem valor o tratado com o Japão, realizado em Londres, em julho de 1919. — (Lus. Am.): [477, 546, 703, 636]
- article-paragraph: As mulheres que passavam pelas lojas e tudo via com grande interesse, tomavam conhecimento das ultimas cousas e faziam a sua escolha com gosto e admiração pelas suas toilettes.: [949, 1708, 1254, 1742]
- article-paragraph: A America é o Continente Novo e a Terra Prometida dos imigrantes guiados por descendentes de Moyses, que ainda esperam a deliciosa promessa do Deus do Egipto.: [713, 1654, 938, 1699]
- ministerio-title: O novo Ministerio: [1042, 753, 1160, 767]
- dialogue-line: ...Com vista de muitas primas que assim...: [9, 714, 202, 725]
- alemanha-title: A Alemanha: [550, 1330, 630, 1345]
- article-paragraph: Para a America afluem todos os que ainda esperam a promessa de vida, todos que ambicionam a felicidade, que ainda não chegam.: [713, 1701, 938, 1746]
- demitido-title: Foi demitido o general Cavalcanti: [728, 224, 924, 236]
- article-paragraph: Na America do Norte as cousas parecem, numa ilusão perfeita de prestigio, ser da mais viva, e do mundo inteiro. Chamem-lhe gigantescas.: [713, 1583, 938, 1627]
- author-signature: ROTTO DE CARVALHO: [71, 728, 177, 739]
- briand-title: Briand e Lloyd George não vão a Washington: [495, 839, 685, 863]
- article-paragraph: Daí, a ilusão da impressão da vastidão, as fabulas de negocios de fausto, uma imagem da riqueza e cobrança.: [713, 1748, 938, 1782]
- dateline: BERLIM, 16.: [723, 544, 796, 556]
